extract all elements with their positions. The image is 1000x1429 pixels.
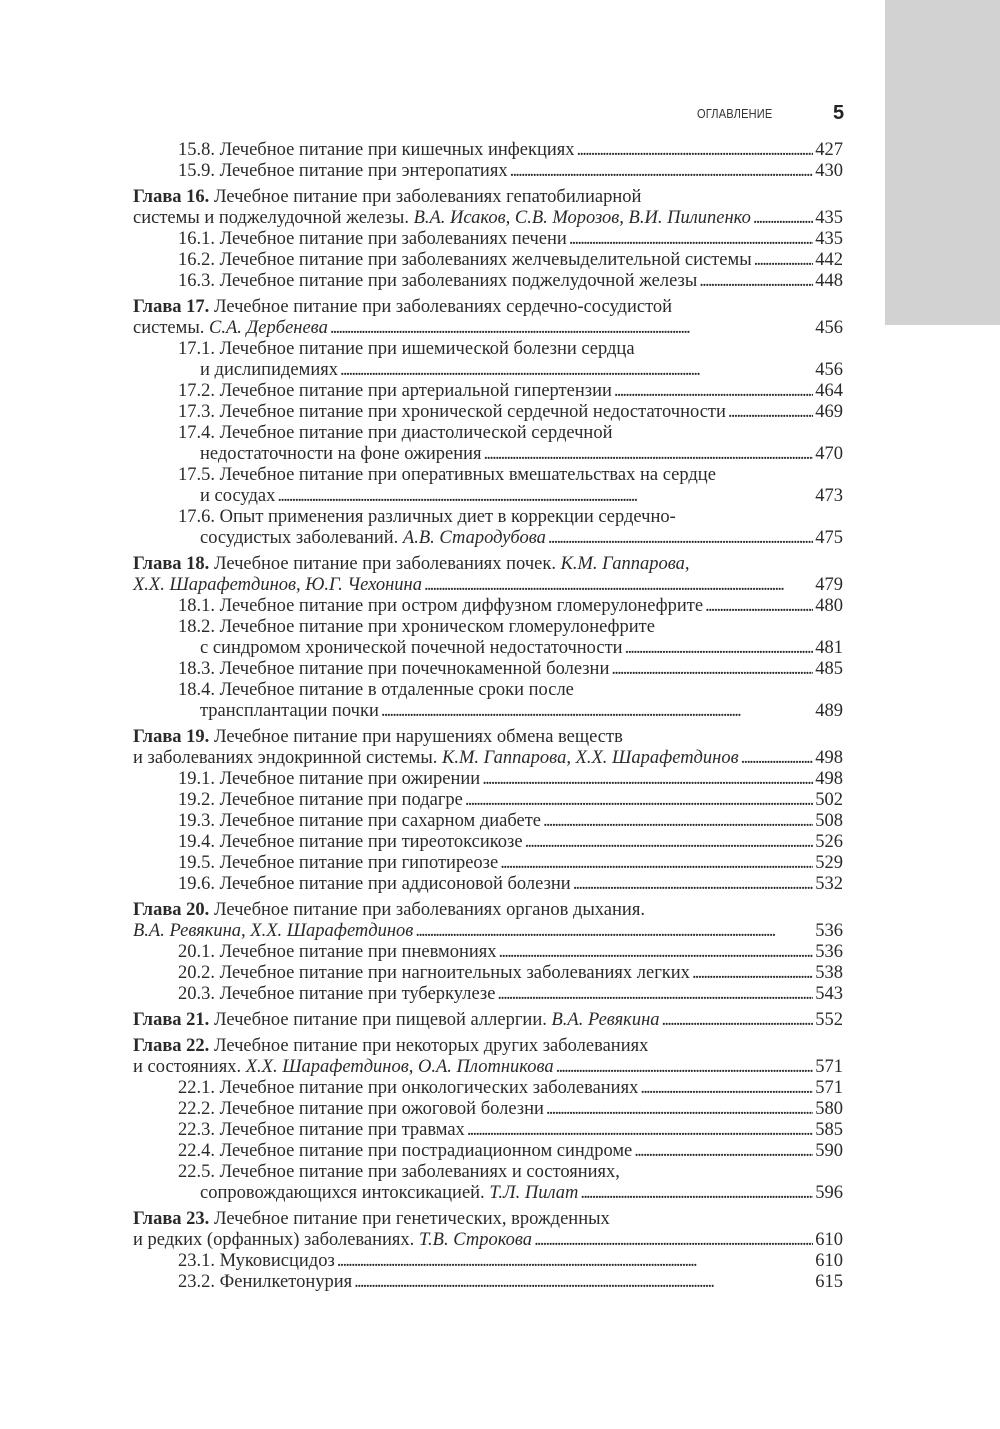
dot-leader [634, 1141, 813, 1162]
toc-line [133, 811, 843, 832]
dot-leader [525, 832, 814, 853]
dot-leader [381, 701, 813, 722]
toc-line-text [178, 1099, 544, 1120]
toc-line [133, 250, 843, 271]
toc-line-text [178, 984, 495, 1005]
entry-title: Лечебное питание при некоторых других заболеваниях [209, 1036, 649, 1056]
entry-page-number: 585 [815, 1120, 843, 1140]
chapter-thumb-tab [885, 0, 1000, 325]
dot-leader [546, 1099, 813, 1120]
dot-leader [741, 748, 814, 769]
entry-page-number: 529 [815, 853, 843, 873]
toc-chapter-entry[interactable] [133, 1036, 843, 1078]
chapter-number: Глава 17. [133, 297, 210, 317]
toc-line [133, 1183, 843, 1204]
entry-page-number: 442 [815, 250, 843, 270]
toc-section-entry[interactable] [133, 769, 843, 790]
entry-title: Лечебное питание при заболеваниях органов дыхания. [209, 900, 645, 920]
entry-title: 16.2. Лечебное питание при заболеваниях желчевыделительной системы [178, 250, 752, 270]
toc-chapter-entry[interactable] [133, 900, 843, 942]
entry-title: 15.9. Лечебное питание при энтеропатиях [178, 161, 508, 181]
toc-line-text [178, 832, 523, 853]
toc-chapter-entry[interactable] [133, 297, 843, 339]
entry-title: 22.5. Лечебное питание при заболеваниях и состояниях, [178, 1162, 620, 1182]
toc-section-entry[interactable] [133, 1272, 843, 1293]
entry-title: 17.3. Лечебное питание при хронической сердечной недостаточности [178, 402, 726, 422]
toc-line-text [178, 1120, 465, 1141]
entry-page-number: 456 [815, 318, 843, 338]
dot-leader [614, 381, 813, 402]
toc-section-entry[interactable] [133, 1162, 843, 1204]
dot-leader [692, 963, 813, 984]
entry-title: 23.2. Фенилкетонурия [178, 1272, 353, 1292]
toc-section-entry[interactable] [133, 659, 843, 680]
entry-page-number: 498 [815, 769, 843, 789]
dot-leader [534, 1230, 813, 1251]
toc-line [133, 554, 843, 575]
entry-title: 17.4. Лечебное питание при диастолической сердечной [178, 423, 613, 443]
toc-line [133, 596, 843, 617]
entry-title: 23.1. Муковисцидоз [178, 1251, 335, 1271]
entry-title: 19.5. Лечебное питание при гипотиреозе [178, 853, 499, 873]
toc-line [133, 423, 843, 444]
toc-line [133, 1272, 843, 1293]
entry-page-number: 469 [815, 402, 843, 422]
entry-title: 22.2. Лечебное питание при ожоговой болезни [178, 1099, 544, 1119]
entry-title: 20.3. Лечебное питание при туберкулезе [178, 984, 496, 1004]
entry-title: сосудистых заболеваний. [200, 528, 403, 548]
toc-line [133, 140, 843, 161]
entry-page-number: 590 [815, 1141, 843, 1161]
toc-line-text [178, 596, 703, 617]
toc-line-text [133, 297, 672, 318]
toc-line [133, 229, 843, 250]
entry-title: 18.2. Лечебное питание при хроническом гломерулонефрите [178, 617, 655, 637]
entry-title: 17.6. Опыт применения различных диет в коррекции сердечно- [178, 507, 676, 527]
toc-line [133, 874, 843, 895]
toc-line-text [178, 339, 635, 360]
toc-line [133, 701, 843, 722]
entry-page-number: 502 [815, 790, 843, 810]
toc-chapter-entry[interactable] [133, 727, 843, 769]
toc-section-entry[interactable] [133, 790, 843, 811]
entry-page-number: 435 [815, 229, 843, 249]
entry-page-number: 552 [815, 1010, 843, 1030]
toc-section-entry[interactable] [133, 811, 843, 832]
entry-title: 16.3. Лечебное питание при заболеваниях поджелудочной железы [178, 271, 698, 291]
toc-section-entry[interactable] [133, 1120, 843, 1141]
toc-line [133, 638, 843, 659]
entry-title: системы и поджелудочной железы. [133, 208, 414, 228]
entry-authors: Т.В. Строкова [418, 1230, 533, 1250]
entry-title: 15.8. Лечебное питание при кишечных инфекциях [178, 140, 575, 160]
entry-title: и дислипидемиях [200, 360, 338, 380]
entry-title: 19.2. Лечебное питание при подагре [178, 790, 463, 810]
toc-line [133, 1078, 843, 1099]
dot-leader [499, 942, 814, 963]
toc-line [133, 465, 843, 486]
toc-section-entry[interactable] [133, 596, 843, 617]
toc-line [133, 769, 843, 790]
dot-leader [699, 271, 813, 292]
entry-page-number: 536 [815, 942, 843, 962]
dot-leader [340, 360, 813, 381]
toc-line-text [200, 486, 275, 507]
entry-title: и редких (орфанных) заболеваниях. [133, 1230, 419, 1250]
toc-line [133, 727, 843, 748]
toc-section-entry[interactable] [133, 984, 843, 1005]
entry-page-number: 473 [815, 486, 843, 506]
dot-leader [580, 1183, 813, 1204]
toc-line [133, 853, 843, 874]
toc-line-text [178, 507, 676, 528]
toc-line-text [178, 680, 574, 701]
entry-authors: А.В. Стародубова [402, 528, 546, 548]
toc-line-text [178, 1141, 632, 1162]
dot-leader [500, 853, 813, 874]
entry-title: сопровождающихся интоксикацией. [200, 1183, 490, 1203]
toc-line-text [200, 444, 482, 465]
entry-authors: В.А. Исаков, С.В. Морозов, В.И. Пилипенко [413, 208, 751, 228]
toc-line-text [133, 1209, 610, 1230]
entry-title: 22.4. Лечебное питание при пострадиационном синдроме [178, 1141, 633, 1161]
toc-section-entry[interactable] [133, 250, 843, 271]
entry-authors: К.М. Гаппарова, Х.Х. Шарафетдинов [442, 748, 739, 768]
toc-line [133, 161, 843, 182]
dot-leader [728, 402, 813, 423]
entry-title: 19.4. Лечебное питание при тиреотоксикозе [178, 832, 523, 852]
entry-title: Лечебное питание при заболеваниях гепатобилиарной [209, 187, 642, 207]
dot-leader [415, 921, 813, 942]
toc-line [133, 617, 843, 638]
dot-leader [754, 250, 814, 271]
toc-line [133, 942, 843, 963]
entry-title: трансплантации почки [200, 701, 379, 721]
entry-title: и состояниях. [133, 1057, 246, 1077]
entry-page-number: 464 [815, 381, 843, 401]
dot-leader [354, 1272, 813, 1293]
toc-line [133, 1099, 843, 1120]
dot-leader [611, 659, 813, 680]
entry-title: 18.4. Лечебное питание в отдаленные сроки после [178, 680, 574, 700]
toc-line-text [200, 701, 379, 722]
entry-title: недостаточности на фоне ожирения [200, 444, 482, 464]
toc-line-text [178, 381, 612, 402]
dot-leader [548, 528, 813, 549]
toc-line [133, 271, 843, 292]
toc-line [133, 402, 843, 423]
entry-authors: В.А. Ревякина [551, 1010, 660, 1030]
toc-line-text [133, 1036, 648, 1057]
entry-title: 19.6. Лечебное питание при аддисоновой болезни [178, 874, 571, 894]
toc-line-text [178, 1078, 638, 1099]
toc-section-entry[interactable] [133, 1141, 843, 1162]
toc-line [133, 984, 843, 1005]
dot-leader [510, 161, 814, 182]
toc-line [133, 921, 843, 942]
entry-title: 16.1. Лечебное питание при заболеваниях печени [178, 229, 567, 249]
toc-line [133, 963, 843, 984]
toc-line-text [200, 360, 338, 381]
chapter-number: Глава 22. [133, 1036, 210, 1056]
page-number: 5 [833, 102, 845, 124]
entry-title: и заболеваниях эндокринной системы. [133, 748, 443, 768]
chapter-number: Глава 16. [133, 187, 210, 207]
toc-line [133, 528, 843, 549]
toc-line-text [178, 1272, 352, 1293]
table-of-contents [133, 140, 843, 1293]
toc-line [133, 659, 843, 680]
entry-page-number: 470 [815, 444, 843, 464]
entry-title: 17.1. Лечебное питание при ишемической болезни сердца [178, 339, 635, 359]
entry-page-number: 538 [815, 963, 843, 983]
entry-title: системы. [133, 318, 210, 338]
entry-page-number: 526 [815, 832, 843, 852]
toc-line [133, 1141, 843, 1162]
dot-leader [482, 769, 813, 790]
entry-page-number: 435 [815, 208, 843, 228]
toc-line-text [133, 1010, 660, 1031]
dot-leader [465, 790, 813, 811]
toc-chapter-entry[interactable] [133, 1209, 843, 1251]
entry-title: с синдромом хронической почечной недостаточности [200, 638, 623, 658]
entry-page-number: 498 [815, 748, 843, 768]
dot-leader [573, 874, 814, 895]
entry-page-number: 536 [815, 921, 843, 941]
toc-line [133, 1230, 843, 1251]
toc-line [133, 748, 843, 769]
toc-line-text [178, 942, 497, 963]
entry-authors: В.А. Ревякина, Х.Х. Шарафетдинов [133, 921, 414, 941]
toc-section-entry[interactable] [133, 140, 843, 161]
toc-line-text [200, 638, 623, 659]
toc-section-entry[interactable] [133, 229, 843, 250]
toc-line-text [178, 1251, 335, 1272]
toc-chapter-entry[interactable] [133, 1010, 843, 1031]
toc-line [133, 832, 843, 853]
entry-authors: Х.Х. Шарафетдинов, О.А. Плотникова [245, 1057, 554, 1077]
entry-authors: Т.Л. Пилат [489, 1183, 579, 1203]
chapter-number: Глава 21. [133, 1010, 210, 1030]
toc-line [133, 900, 843, 921]
dot-leader [662, 1010, 814, 1031]
toc-line-text [178, 853, 498, 874]
toc-line [133, 1251, 843, 1272]
toc-section-entry[interactable] [133, 1078, 843, 1099]
toc-line-text [133, 748, 739, 769]
toc-section-entry[interactable] [133, 680, 843, 722]
entry-page-number: 571 [815, 1078, 843, 1098]
toc-line [133, 297, 843, 318]
toc-line-text [178, 271, 697, 292]
chapter-number: Глава 23. [133, 1209, 210, 1229]
entry-page-number: 580 [815, 1099, 843, 1119]
entry-page-number: 479 [815, 575, 843, 595]
toc-line-text [133, 1230, 532, 1251]
entry-page-number: 427 [815, 140, 843, 160]
chapter-number: Глава 19. [133, 727, 210, 747]
entry-page-number: 475 [815, 528, 843, 548]
toc-section-entry[interactable] [133, 874, 843, 895]
toc-line-text [133, 1057, 554, 1078]
toc-line-text [178, 250, 752, 271]
dot-leader [753, 208, 813, 229]
entry-page-number: 596 [815, 1183, 843, 1203]
entry-title: Лечебное питание при заболеваниях почек. [209, 554, 561, 574]
toc-section-entry[interactable] [133, 339, 843, 381]
entry-page-number: 571 [815, 1057, 843, 1077]
toc-line [133, 339, 843, 360]
toc-line [133, 1162, 843, 1183]
entry-title: 18.1. Лечебное питание при остром диффузном гломерулонефрите [178, 596, 704, 616]
entry-title: 20.2. Лечебное питание при нагноительных заболеваниях легких [178, 963, 690, 983]
toc-line-text [178, 1162, 620, 1183]
toc-section-entry[interactable] [133, 942, 843, 963]
entry-authors: С.А. Дербенева [209, 318, 328, 338]
entry-page-number: 485 [815, 659, 843, 679]
toc-line-text [133, 318, 328, 339]
toc-line [133, 360, 843, 381]
dot-leader [424, 575, 813, 596]
toc-line-text [133, 554, 690, 575]
toc-line [133, 187, 843, 208]
toc-line-text [200, 1183, 578, 1204]
toc-line-text [178, 963, 690, 984]
toc-line [133, 444, 843, 465]
toc-line [133, 318, 843, 339]
toc-line-text [178, 402, 726, 423]
entry-page-number: 456 [815, 360, 843, 380]
toc-line [133, 381, 843, 402]
toc-line-text [178, 769, 480, 790]
toc-section-entry[interactable] [133, 465, 843, 507]
toc-line-text [178, 874, 571, 895]
toc-section-entry[interactable] [133, 832, 843, 853]
toc-line-text [133, 900, 645, 921]
toc-line-text [178, 423, 612, 444]
entry-title: 19.3. Лечебное питание при сахарном диабете [178, 811, 542, 831]
toc-section-entry[interactable] [133, 271, 843, 292]
entry-page-number: 489 [815, 701, 843, 721]
toc-section-entry[interactable] [133, 507, 843, 549]
entry-page-number: 615 [815, 1272, 843, 1292]
toc-line-text [200, 528, 546, 549]
dot-leader [467, 1120, 813, 1141]
dot-leader [497, 984, 813, 1005]
dot-leader [625, 638, 814, 659]
entry-title: 19.1. Лечебное питание при ожирении [178, 769, 481, 789]
entry-authors: К.М. Гаппарова, [560, 554, 690, 574]
toc-line-text [133, 187, 641, 208]
toc-section-entry[interactable] [133, 617, 843, 659]
toc-section-entry[interactable] [133, 161, 843, 182]
running-header-title: ОГЛАВЛЕНИЕ [697, 106, 773, 121]
toc-line-text [133, 727, 623, 748]
toc-section-entry[interactable] [133, 423, 843, 465]
dot-leader [577, 140, 814, 161]
toc-line [133, 680, 843, 701]
dot-leader [556, 1057, 814, 1078]
entry-title: 18.3. Лечебное питание при почечнокаменной болезни [178, 659, 610, 679]
toc-line [133, 1120, 843, 1141]
toc-line-text [178, 659, 609, 680]
entry-page-number: 481 [815, 638, 843, 658]
toc-section-entry[interactable] [133, 1099, 843, 1120]
toc-line [133, 1209, 843, 1230]
entry-title: и сосудах [200, 486, 276, 506]
toc-line [133, 1057, 843, 1078]
toc-chapter-entry[interactable] [133, 187, 843, 229]
dot-leader [569, 229, 813, 250]
entry-title: Лечебное питание при пищевой аллергии. [209, 1010, 552, 1030]
entry-page-number: 448 [815, 271, 843, 291]
toc-section-entry[interactable] [133, 381, 843, 402]
dot-leader [337, 1251, 813, 1272]
dot-leader [543, 811, 813, 832]
chapter-number: Глава 18. [133, 554, 210, 574]
toc-line [133, 486, 843, 507]
dot-leader [484, 444, 814, 465]
toc-line [133, 1036, 843, 1057]
entry-title: Лечебное питание при нарушениях обмена веществ [209, 727, 623, 747]
entry-title: 22.3. Лечебное питание при травмах [178, 1120, 465, 1140]
entry-page-number: 480 [815, 596, 843, 616]
entry-title: 22.1. Лечебное питание при онкологических заболеваниях [178, 1078, 639, 1098]
toc-line [133, 575, 843, 596]
dot-leader [640, 1078, 813, 1099]
entry-page-number: 532 [815, 874, 843, 894]
entry-page-number: 543 [815, 984, 843, 1004]
toc-line-text [178, 811, 541, 832]
toc-section-entry[interactable] [133, 1251, 843, 1272]
entry-title: 17.5. Лечебное питание при оперативных вмешательствах на сердце [178, 465, 716, 485]
toc-line-text [178, 790, 463, 811]
dot-leader [330, 318, 813, 339]
toc-line-text [133, 575, 422, 596]
toc-line [133, 507, 843, 528]
entry-title: 17.2. Лечебное питание при артериальной гипертензии [178, 381, 612, 401]
chapter-number: Глава 20. [133, 900, 210, 920]
entry-authors: Х.Х. Шарафетдинов, Ю.Г. Чехонина [133, 575, 422, 595]
dot-leader [705, 596, 813, 617]
toc-line [133, 1010, 843, 1031]
entry-title: Лечебное питание при заболеваниях сердечно-сосудистой [209, 297, 673, 317]
entry-page-number: 508 [815, 811, 843, 831]
toc-line-text [178, 161, 508, 182]
toc-section-entry[interactable] [133, 402, 843, 423]
entry-title: Лечебное питание при генетических, врожденных [209, 1209, 610, 1229]
toc-line-text [133, 208, 751, 229]
toc-line [133, 790, 843, 811]
dot-leader [277, 486, 813, 507]
toc-line-text [133, 921, 413, 942]
entry-title: 20.1. Лечебное питание при пневмониях [178, 942, 497, 962]
toc-chapter-entry[interactable] [133, 554, 843, 596]
toc-line-text [178, 140, 575, 161]
entry-page-number: 430 [815, 161, 843, 181]
toc-line-text [178, 617, 655, 638]
entry-page-number: 610 [815, 1230, 843, 1250]
toc-section-entry[interactable] [133, 853, 843, 874]
toc-line [133, 208, 843, 229]
toc-section-entry[interactable] [133, 963, 843, 984]
toc-line-text [178, 465, 716, 486]
toc-line-text [178, 229, 567, 250]
entry-page-number: 610 [815, 1251, 843, 1271]
